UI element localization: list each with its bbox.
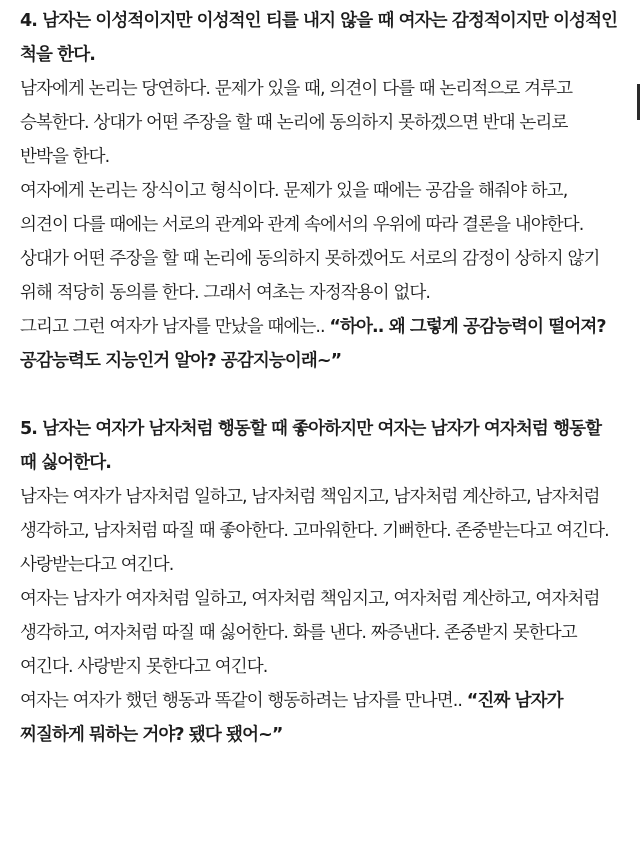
section-heading: 5. 남자는 여자가 남자처럼 행동할 때 좋아하지만 여자는 남자가 여자처럼 행동할 때 싫어한다. (20, 419, 602, 473)
quote-text: “진짜 남자가 찌질하게 뭐하는 거야? 됐다 됐어~” (20, 691, 563, 745)
paragraph: 남자는 여자가 남자처럼 일하고, 남자처럼 책임지고, 남자처럼 계산하고, 남자처럼 생각하고, 남자처럼 따질 때 좋아한다. 고마워한다. 기뻐한다. 존중받는다고 여긴다. 사랑받는다고 여긴다. (20, 487, 609, 575)
closing-paragraph (20, 684, 620, 752)
paragraph: 남자에게 논리는 당연하다. 문제가 있을 때, 의견이 다를 때 논리적으로 겨루고 승복한다. 상대가 어떤 주장을 할 때 논리에 동의하지 못하겠으면 반대 논리로 반박을 한다. (20, 79, 573, 167)
section-heading: 4. 남자는 이성적이지만 이성적인 티를 내지 않을 때 여자는 감정적이지만 이성적인 척을 한다. (20, 11, 618, 65)
section-4 (20, 4, 620, 378)
closing-text: 여자는 여자가 했던 행동과 똑같이 행동하려는 남자를 만나면.. (20, 691, 467, 711)
closing-text: 그리고 그런 여자가 남자를 만났을 때에는.. (20, 317, 330, 337)
paragraph: 여자에게 논리는 장식이고 형식이다. 문제가 있을 때에는 공감을 해줘야 하고, 의견이 다를 때에는 서로의 관계와 관계 속에서의 우위에 따라 결론을 내야한다. 상대가 어떤 주장을 할 때 논리에 동의하지 못하겠어도 서로의 감정이 상하지 않기 위해 적당히 동의를 한다. 그래서 여초는 자정작용이 없다. (20, 181, 600, 303)
closing-paragraph (20, 310, 620, 378)
section-5 (20, 412, 620, 752)
paragraph: 여자는 남자가 여자처럼 일하고, 여자처럼 책임지고, 여자처럼 계산하고, 여자처럼 생각하고, 여자처럼 따질 때 싫어한다. 화를 낸다. 짜증낸다. 존중받지 못한다고 여긴다. 사랑받지 못한다고 여긴다. (20, 589, 600, 677)
quote-text: “하아.. 왜 그렇게 공감능력이 떨어져? 공감능력도 지능인거 알아? 공감지능이래~” (20, 317, 606, 371)
article-body (20, 4, 620, 752)
